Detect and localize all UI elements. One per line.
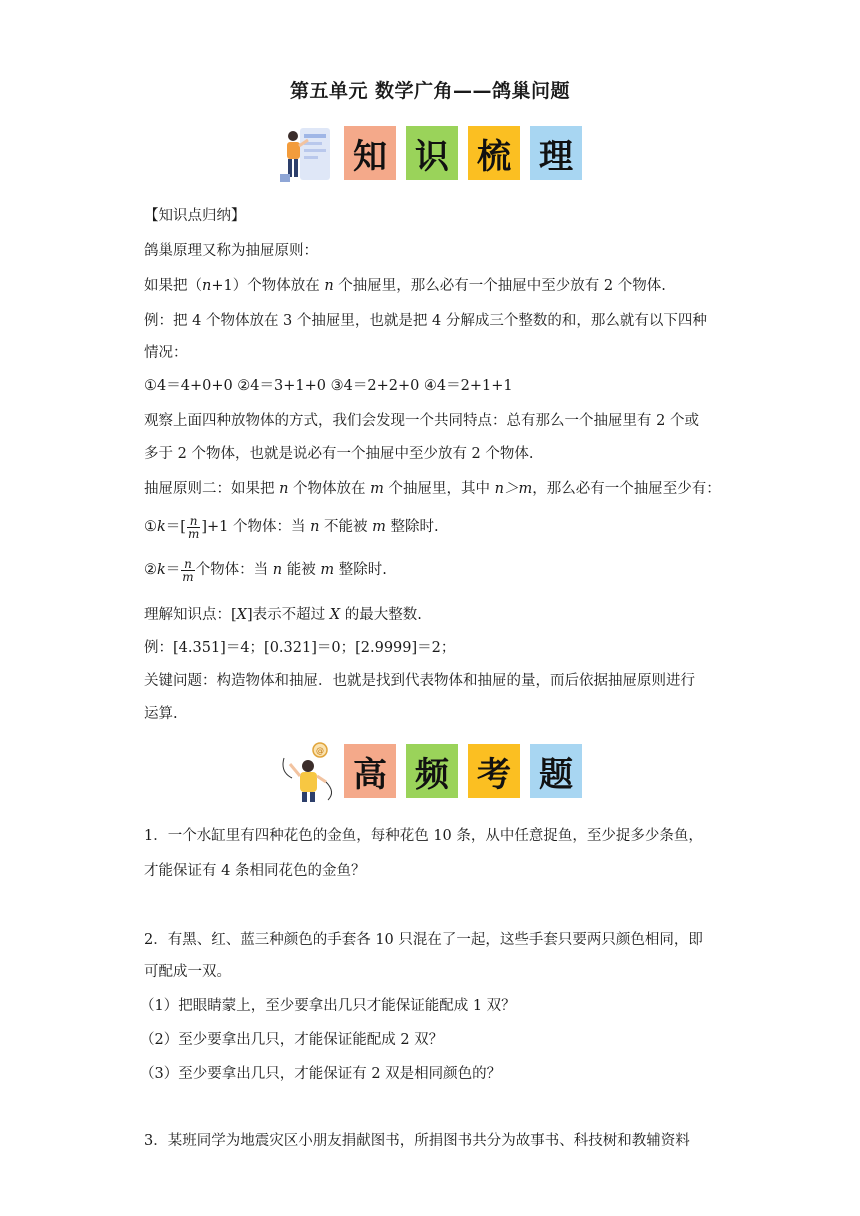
- question-1-line-1: 1．一个水缸里有四种花色的金鱼，每种花色 10 条，从中任意捉鱼，至少捉多少条鱼，: [144, 828, 703, 844]
- banner-tile-3: 梳: [468, 126, 520, 180]
- question-2-sub-3: （3）至少要拿出几只，才能保证有 2 双是相同颜色的？: [140, 1066, 502, 1082]
- knowledge-para-1: 鸽巢原理又称为抽屉原则：: [144, 243, 318, 259]
- banner-tile-2: 频: [406, 744, 458, 798]
- knowledge-banner: [278, 124, 584, 186]
- knowledge-para-8: 抽屉原则二：如果把 n 个物体放在 m 个抽屉里，其中 n＞m，那么必有一个抽屉至少有：: [144, 481, 721, 497]
- questions-banner: [278, 742, 584, 804]
- banner-tile-4: 题: [530, 744, 582, 798]
- knowledge-heading: 【知识点归纳】: [144, 208, 246, 224]
- question-2-sub-1: （1）把眼睛蒙上，至少要拿出几只才能保证能配成 1 双？: [140, 998, 516, 1014]
- question-1-line-2: 才能保证有 4 条相同花色的金鱼？: [144, 863, 366, 879]
- knowledge-para-4: 情况：: [144, 345, 188, 361]
- knowledge-cases: ①4＝4+0+0 ②4＝3+1+0 ③4＝2+2+0 ④4＝2+1+1: [144, 378, 513, 394]
- teacher-board-illustration: [278, 124, 338, 186]
- question-3-line-1: 3．某班同学为地震灾区小朋友捐献图书，所捐图书共分为故事书、科技树和教辅资料: [144, 1133, 690, 1149]
- banner-tile-2: 识: [406, 126, 458, 180]
- knowledge-para-7: 多于 2 个物体，也就是说必有一个抽屉中至少放有 2 个物体.: [144, 446, 534, 462]
- knowledge-para-9: 理解知识点：[X]表示不超过 X 的最大整数.: [144, 607, 422, 623]
- formula-2: ②k＝ $\frac{n}{m}$ 个物体：当 n 能被 m 整除时.: [144, 556, 387, 584]
- knowledge-para-2: 如果把（n+1）个物体放在 n 个抽屉里，那么必有一个抽屉中至少放有 2 个物体.: [144, 278, 666, 294]
- knowledge-para-12: 运算.: [144, 706, 178, 722]
- question-2-line-2: 可配成一双。: [144, 964, 231, 980]
- formula-1: ①k＝[ $\frac{n}{m}$ ]+1 个物体：当 n 不能被 m 整除时.: [144, 513, 439, 541]
- knowledge-para-3: 例：把 4 个物体放在 3 个抽屉里，也就是把 4 分解成三个整数的和，那么就有以下四种: [144, 313, 707, 329]
- knowledge-example: 例：[4.351]＝4；[0.321]＝0；[2.9999]＝2；: [144, 640, 456, 656]
- svg-text:@: @: [316, 746, 324, 755]
- question-2-line-1: 2．有黑、红、蓝三种颜色的手套各 10 只混在了一起，这些手套只要两只颜色相同，即: [144, 932, 703, 948]
- banner-tile-3: 考: [468, 744, 520, 798]
- banner-tile-4: 理: [530, 126, 582, 180]
- question-2-sub-2: （2）至少要拿出几只，才能保证能配成 2 双？: [140, 1032, 444, 1048]
- fraction-n-over-m: $\frac{n}{m}$: [182, 556, 194, 584]
- knowledge-para-11: 关键问题：构造物体和抽屉．也就是找到代表物体和抽屉的量，而后依据抽屉原则进行: [144, 673, 695, 689]
- fraction-n-over-m: $\frac{n}{m}$: [187, 513, 200, 541]
- page-title: 第五单元 数学广角——鸽巢问题: [289, 80, 571, 102]
- knowledge-para-6: 观察上面四种放物体的方式，我们会发现一个共同特点：总有那么一个抽屉里有 2 个或: [144, 413, 699, 429]
- banner-tile-1: 高: [344, 744, 396, 798]
- banner-tile-1: 知: [344, 126, 396, 180]
- thinking-person-illustration: [278, 742, 338, 804]
